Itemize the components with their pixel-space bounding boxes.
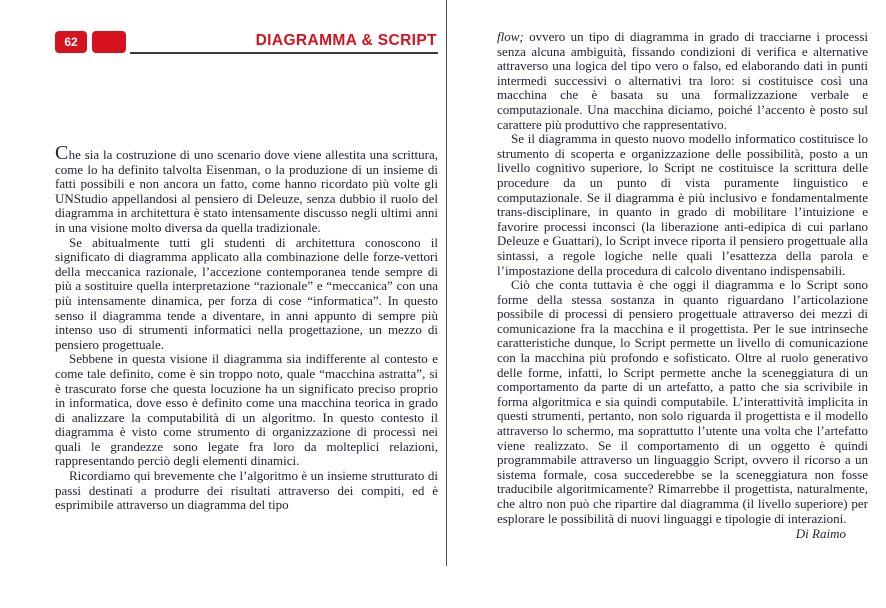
header-rule [130, 52, 438, 54]
paragraph-text: he sia la costruzione di uno scenario dove viene allestita una scrittura, come lo ha definito talvolta Eisenman, o la produzione di un insieme di fatti possibili e non ancora un fatto, come hanno ricordato più volte gli UNStudio appellandosi al pensiero di Deleuze, senza dubbio il ruolo del diagramma in architettura è stato intensamente discusso negli ultimi anni in una visione molto diversa da quella tradizionale. [55, 147, 438, 235]
author-signature: Di Raimo [795, 526, 846, 542]
paragraph [497, 30, 868, 132]
page-number-badge: 62 [55, 31, 87, 53]
paragraph-text: ovvero un tipo di diagramma in grado di tracciarne i processi senza alcuna ambiguità, fissando condizioni di verifica e alternative attraverso una logica del tipo vero o falso, ed elaborando dati in punti intermedi successivi o alternativi tra loro: si costituisce così una macchina che è basata su una formalizzazione verbale e computazionale. Una macchina diciamo, poiché l’accento è posto sul carattere più produttivo che rappresentativo. [497, 29, 868, 132]
chapter-title: DIAGRAMMA & SCRIPT [255, 32, 437, 49]
initial-capital: C [55, 142, 69, 164]
page-header [55, 31, 438, 53]
right-page-text-column [497, 30, 868, 542]
paragraph [55, 142, 438, 236]
paragraph: Sebbene in questa visione il diagramma sia indifferente al contesto e come tale definito, come è sin troppo noto, quale “macchina astratta”, si è trascurato forse che questa locuzione ha un significato preciso proprio in informatica, dove esso è definito come una macchina teorica in grado di analizzare la computabilità di un algoritmo. In questo contesto il diagramma è visto come strumento di organizzazione di processi nei quali le grandezze sono legate fra loro da molteplici relazioni, rappresentando perciò degli elementi dinamici. [55, 351, 438, 469]
page-gutter-line [446, 0, 447, 566]
left-page-text-column [55, 142, 438, 513]
paragraph: Se il diagramma in questo nuovo modello informatico costituisce lo strumento di scoperta e organizzazione delle possibilità, posto a un livello cognitivo superiore, lo Script ne costituisce la scrittura delle procedure da un punto di vista puramente linguistico e computazionale. Se il diagramma è più inclusivo e fondamentalmente trans-disciplinare, in quanto in grado di mobilitare l’intuizione e favorire processi inconsci (la liberazione anti-edipica di cui parlano Deleuze e Guattari), lo Script invece riporta il pensiero progettuale alla sintassi, a regole logiche nelle quali l’esattezza della parola e l’impostazione della procedura di calcolo diventano indispensabili. [497, 131, 868, 278]
paragraph: Se abitualmente tutti gli studenti di architettura conoscono il significato di diagramma applicato alla combinazione delle forze-vettori della meccanica razionale, l’accezione contemporanea tende sempre di più a sostituire quella interpretazione “razionale” e “meccanica” con una più intensamente dinamica, per forza di cose “informatica”. In questo senso il diagramma tende a diventare, in anni appunto di sempre più intenso uso di strumenti informatici nella progettazione, un mezzo di pensiero progettuale. [55, 234, 438, 352]
paragraph: Ricordiamo qui brevemente che l’algoritmo è un insieme strutturato di passi destinati a produrre dei risultati attraverso dei compiti, ed è esprimibile attraverso un diagramma del tipo [55, 468, 438, 513]
italic-lead-word: flow; [497, 29, 524, 44]
paragraph: Ciò che conta tuttavia è che oggi il diagramma e lo Script sono forme della stessa sostanza in quanto riguardano l’articolazione possibile di processi di pensiero progettuale attraverso dei mezzi di comunicazione fra la macchina e il progettista. Per le sue intrinseche caratteristiche dunque, lo Script permette un livello di comunicazione con la macchina più profondo e sofisticato. Oltre al ruolo generativo delle forme, infatti, lo Script permette anche la sceneggiatura di un comportamento da parte di un artefatto, a patto che sia scrivibile in forma algoritmica e sia quindi computabile. L’interattività implicita in questi strumenti, pertanto, non solo riguarda il progettista e il modello attraverso lo schermo, ma soprattutto l’utente una volta che l’artefatto viene realizzato. Se il comportamento di un oggetto è quindi programmabile attraverso un linguaggio Script, ovvero il ricorso a un sistema formale, cosa succederebbe se la sceneggiatura non fosse traducibile algoritmicamente? Rimarrebbe il progettista, naturalmente, che altro non può che ripartire dal diagramma (il livello superiore) per esplorare le possibilità di nuovi linguaggi e tipologie di interazioni. [497, 277, 868, 526]
red-decoration-box [92, 31, 126, 53]
